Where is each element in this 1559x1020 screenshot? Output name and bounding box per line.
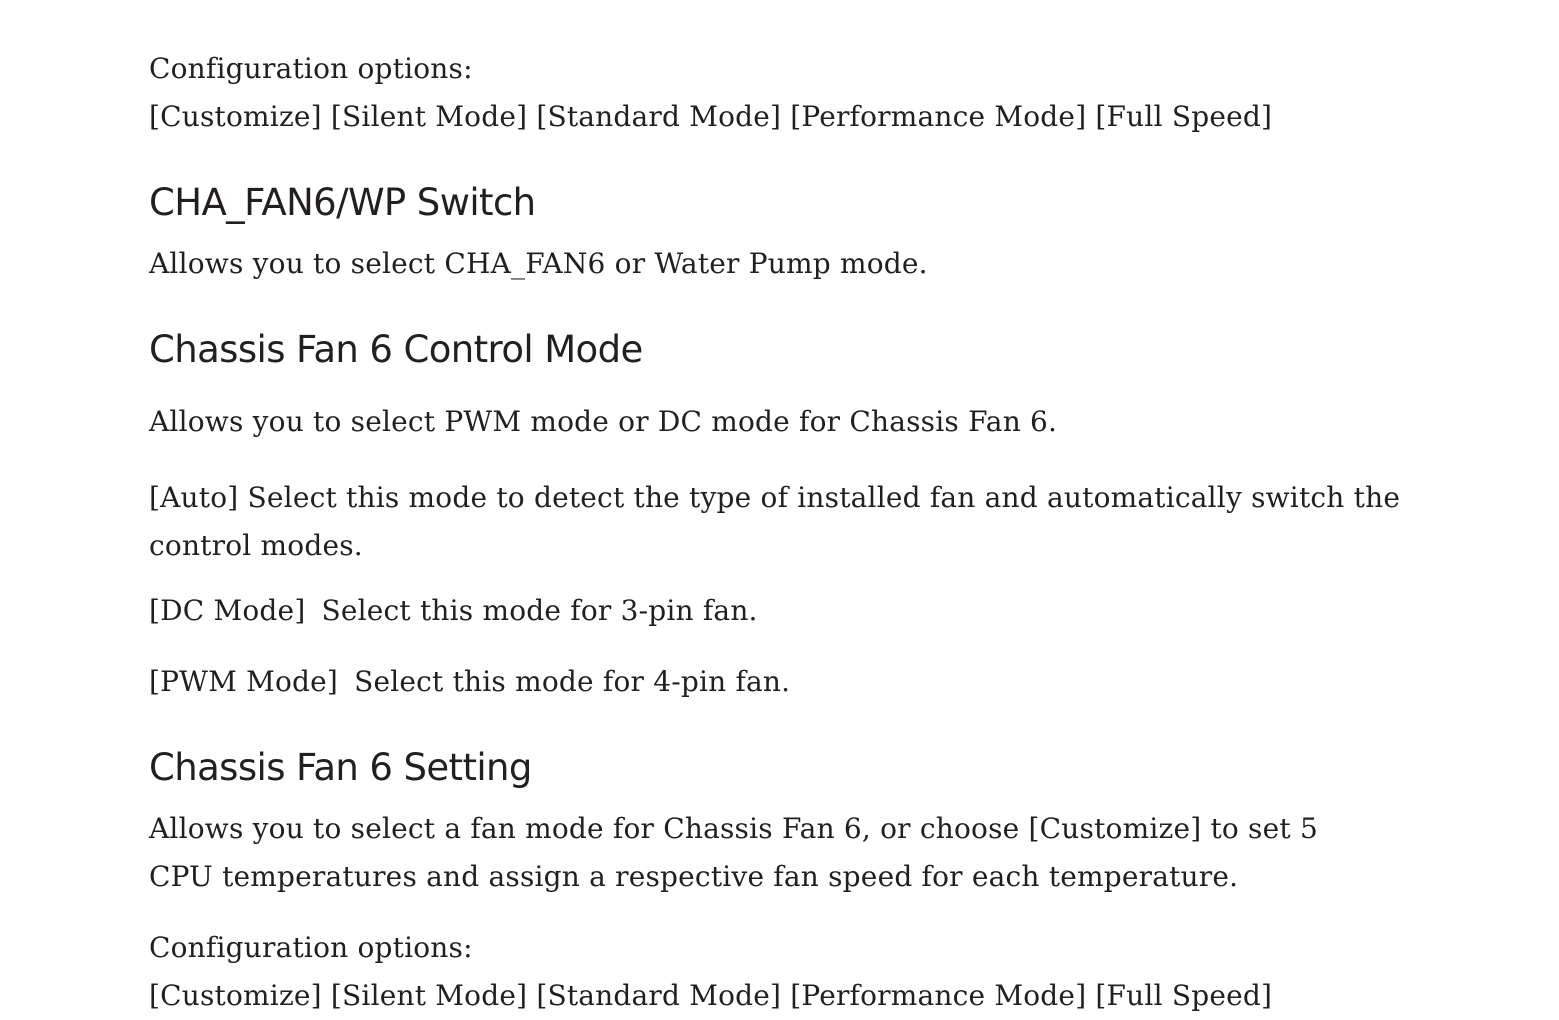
fan-setting-config-options: [Customize] [Silent Mode] [Standard Mode] [Performance Mode] [Full Speed] xyxy=(149,979,1273,1012)
auto-mode-line-2: control modes. xyxy=(149,529,363,562)
dc-mode-entry xyxy=(149,587,758,635)
pwm-mode-entry xyxy=(149,658,790,706)
fan-setting-config-label: Configuration options: xyxy=(149,931,473,964)
section-heading-control-mode: Chassis Fan 6 Control Mode xyxy=(149,328,643,371)
config-options-label: Configuration options: xyxy=(149,52,473,85)
auto-mode-line-1: [Auto] Select this mode to detect the type of installed fan and automatically switch the xyxy=(149,481,1401,514)
dc-mode-text: Select this mode for 3-pin fan. xyxy=(321,594,758,627)
control-mode-description: Allows you to select PWM mode or DC mode for Chassis Fan 6. xyxy=(149,405,1058,438)
config-options-list: [Customize] [Silent Mode] [Standard Mode] [Performance Mode] [Full Speed] xyxy=(149,100,1273,133)
section-heading-wp-switch: CHA_FAN6/WP Switch xyxy=(149,181,536,224)
dc-mode-option: [DC Mode] xyxy=(149,594,306,627)
fan-setting-description-line-1: Allows you to select a fan mode for Chassis Fan 6, or choose [Customize] to set 5 xyxy=(149,812,1318,845)
fan-setting-description-line-2: CPU temperatures and assign a respective fan speed for each temperature. xyxy=(149,860,1239,893)
pwm-mode-text: Select this mode for 4-pin fan. xyxy=(354,665,791,698)
section-heading-fan-setting: Chassis Fan 6 Setting xyxy=(149,746,532,789)
wp-switch-description: Allows you to select CHA_FAN6 or Water Pump mode. xyxy=(149,247,928,280)
pwm-mode-option: [PWM Mode] xyxy=(149,665,339,698)
